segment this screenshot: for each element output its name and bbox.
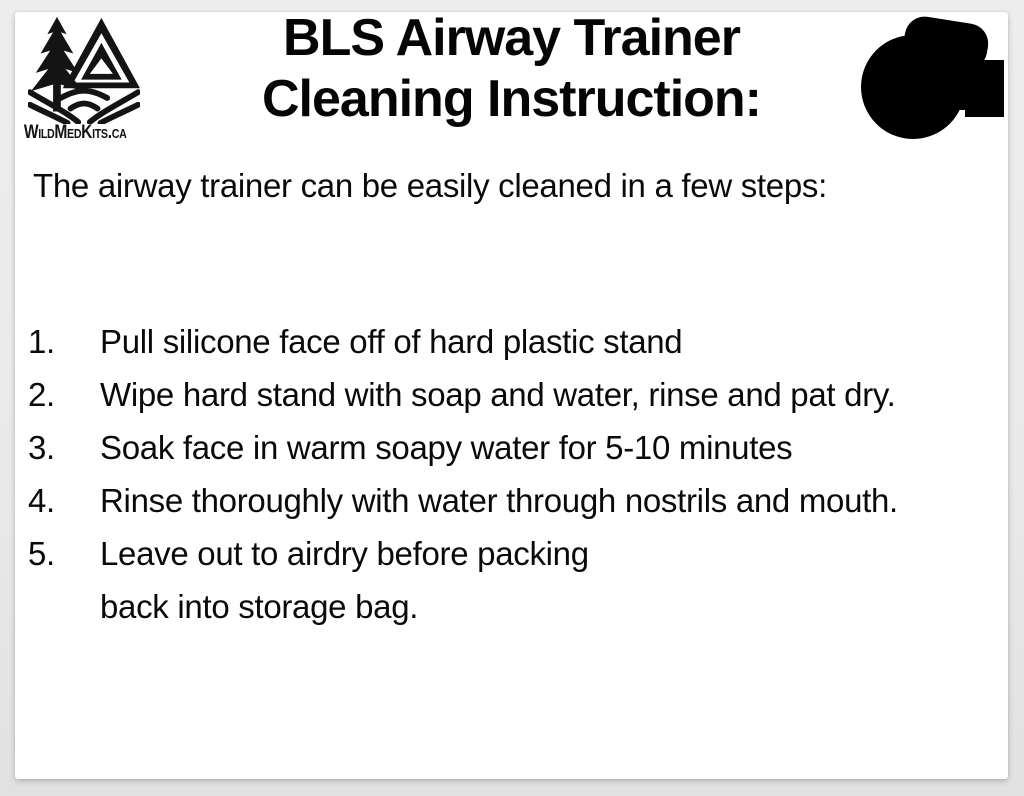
logo-wordmark: WildMedKits.ca [23,122,127,143]
page-title-line1: BLS Airway Trainer [283,12,740,67]
steps-list [28,315,994,633]
step-number: 5. [28,534,55,572]
step-text: Soak face in warm soapy water for 5-10 minutes [100,428,793,466]
instruction-card [15,12,1008,779]
intro-paragraph: The airway trainer can be easily cleaned in a few steps: [33,167,827,204]
step-text: back into storage bag. [100,587,419,625]
boxing-glove-icon [852,12,1008,146]
step-text: Wipe hard stand with soap and water, rinse and pat dry. [100,375,896,413]
step-number: 2. [28,375,55,413]
step-text: Pull silicone face off of hard plastic stand [100,322,683,360]
step-row-5-continued [28,580,994,633]
step-number: 3. [28,428,55,466]
step-row-2 [28,368,994,421]
step-number: 1. [28,322,55,360]
step-text: Leave out to airdry before packing [100,534,589,572]
step-row-5 [28,527,994,580]
step-row-4 [28,474,994,527]
step-text: Rinse thoroughly with water through nostrils and mouth. [100,481,898,519]
step-number: 4. [28,481,55,519]
step-row-3 [28,421,994,474]
page-title-line2: Cleaning Instruction: [262,70,761,128]
step-row-1 [28,315,994,368]
